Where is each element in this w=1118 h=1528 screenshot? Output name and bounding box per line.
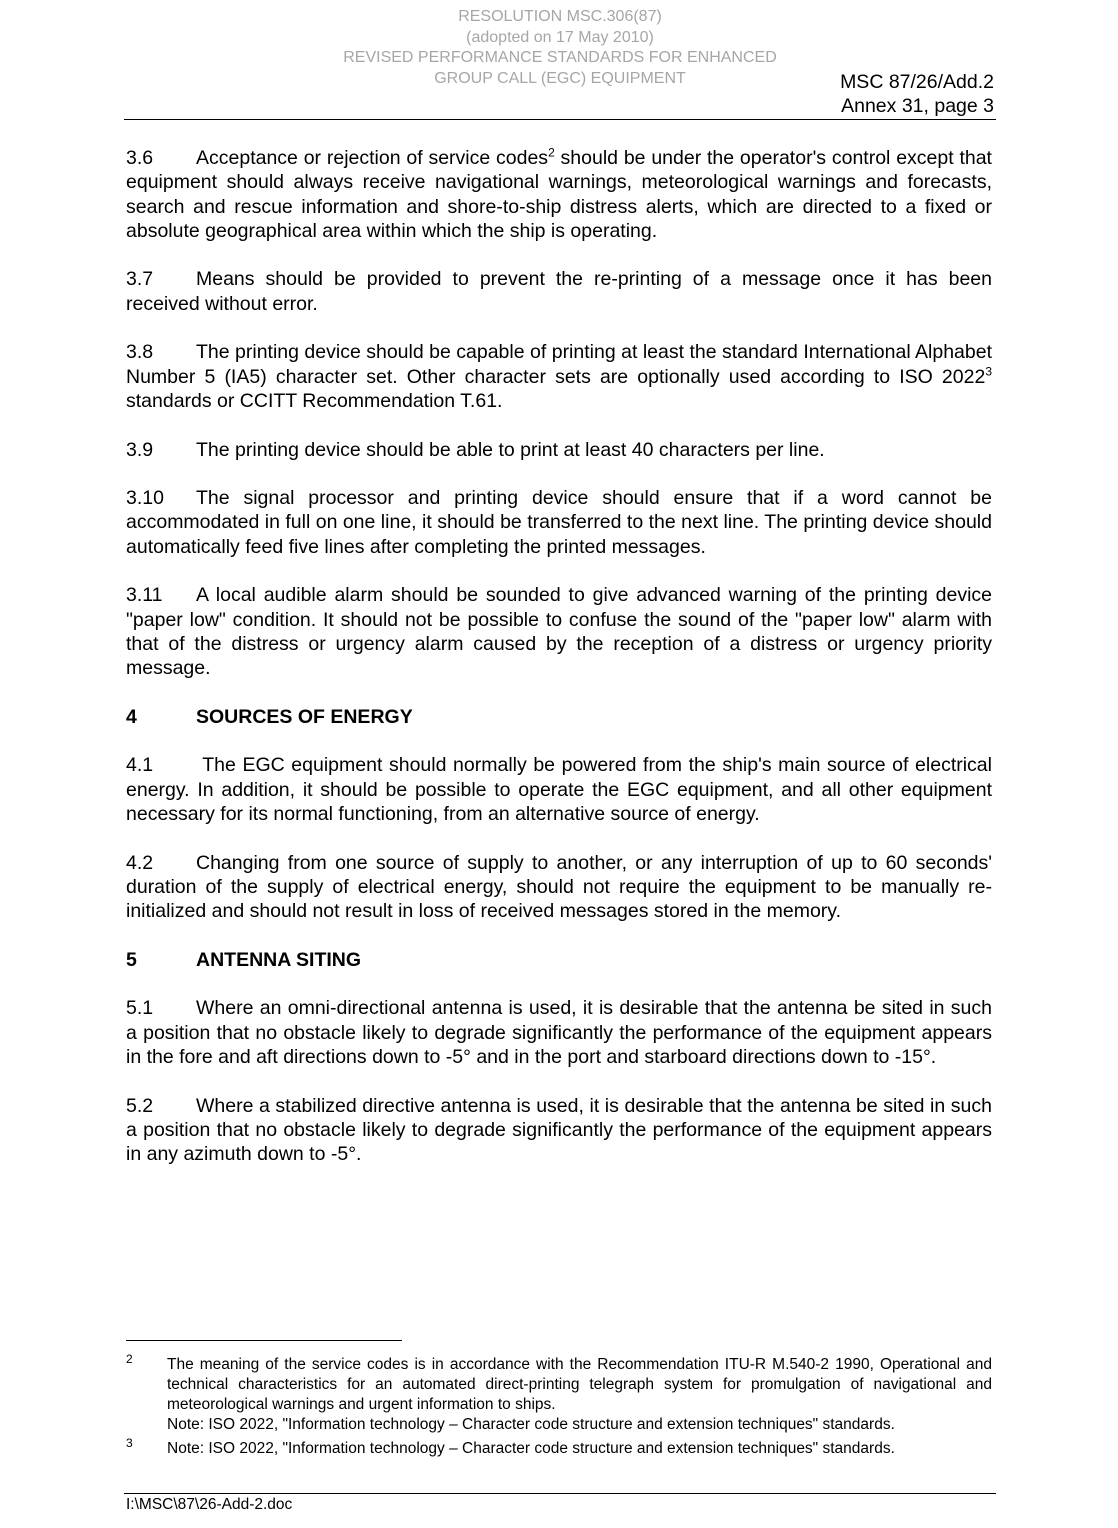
section-heading-5: 5 ANTENNA SITING — [126, 948, 362, 971]
document-reference — [840, 70, 994, 118]
footnote-mark: 3 — [126, 1436, 133, 1450]
footnote-ref-2[interactable]: 2 — [548, 145, 555, 160]
file-path: I:\MSC\87\26-Add-2.doc — [126, 1496, 293, 1513]
page-ref: Annex 31, page 3 — [841, 95, 994, 117]
resolution-header — [300, 7, 820, 89]
paragraph-3-8: 3.8 The printing device should be capable of printing at least the standard International Alphabet Number 5 (IA5) character set. Other character sets are optionally used according to ISO 2022$^3$ standards or CCITT Recommendation T.61. — [126, 341, 992, 412]
standards-title-line2: GROUP CALL (EGC) EQUIPMENT — [434, 69, 686, 87]
footnote-note: Note: ISO 2022, "Information technology – Character code structure and extension techniques" standards. — [167, 1416, 895, 1433]
footnote-text: The meaning of the service codes is in accordance with the Recommendation ITU-R M.540-2 1990, Operational and technical characteristics for an automated direct-printing telegraph system for promulgation of navigational and meteorological warnings and urgent information to ships. — [167, 1356, 992, 1413]
paragraph-3-11: 3.11 A local audible alarm should be sounded to give advanced warning of the printing device "paper low" condition. It should not be possible to confuse the sound of the "paper low" alarm with that of the distress or urgency alarm caused by the reception of a distress or urgency priority message. — [126, 584, 992, 680]
header-rule — [124, 119, 996, 120]
footnote-ref-3[interactable]: 3 — [985, 364, 992, 379]
footnote-text: Note: ISO 2022, "Information technology – Character code structure and extension techniques" standards. — [167, 1440, 895, 1457]
section-heading-4: 4 SOURCES OF ENERGY — [126, 705, 413, 728]
footnote-2 — [126, 1352, 992, 1435]
paragraph-3-7: 3.7 Means should be provided to prevent the re-printing of a message once it has been received without error. — [126, 268, 992, 315]
paragraph-4-1: 4.1 The EGC equipment should normally be powered from the ship's main source of electrical energy. In addition, it should be possible to operate the EGC equipment, and all other equipment necessary for its normal functioning, from an alternative source of energy. — [126, 754, 992, 826]
paragraph-3-9: 3.9 The printing device should be able to print at least 40 characters per line. — [126, 438, 825, 461]
footer-rule — [124, 1493, 996, 1494]
adoption-date: (adopted on 17 May 2010) — [466, 28, 654, 46]
resolution-title: RESOLUTION MSC.306(87) — [458, 8, 662, 25]
paragraph-5-2: 5.2 Where a stabilized directive antenna is used, it is desirable that the antenna be sited in such a position that no obstacle likely to degrade significantly the performance of the equipment appears in any azimuth down to -5°. — [126, 1094, 992, 1166]
document-body — [126, 146, 992, 1191]
standards-title-line1: REVISED PERFORMANCE STANDARDS FOR ENHANCED — [343, 49, 777, 66]
footnote-separator — [126, 1340, 402, 1341]
footnote-mark: 2 — [126, 1352, 133, 1366]
doc-ref: MSC 87/26/Add.2 — [840, 71, 994, 93]
paragraph-3-10: 3.10 The signal processor and printing device should ensure that if a word cannot be accommodated in full on one line, it should be transferred to the next line. The printing device should automatically feed five lines after completing the printed messages. — [126, 487, 992, 558]
paragraph-5-1: 5.1 Where an omni-directional antenna is used, it is desirable that the antenna be sited in such a position that no obstacle likely to degrade significantly the performance of the equipment appears in the fore and aft directions down to -5° and in the port and starboard directions down to -15°. — [126, 997, 992, 1068]
paragraph-4-2: 4.2 Changing from one source of supply to another, or any interruption of up to 60 seconds' duration of the supply of electrical energy, should not require the equipment to be manually re-initialized and should not result in loss of received messages stored in the memory. — [126, 851, 992, 923]
footnote-3 — [126, 1436, 992, 1459]
paragraph-3-6: 3.6 Acceptance or rejection of service codes$^2$ should be under the operator's control except that equipment should always receive navigational warnings, meteorological warnings and forecasts, search and rescue information and shore-to-ship distress alerts, which are directed to a fixed or absolute geographical area within which the ship is operating. — [126, 145, 992, 242]
